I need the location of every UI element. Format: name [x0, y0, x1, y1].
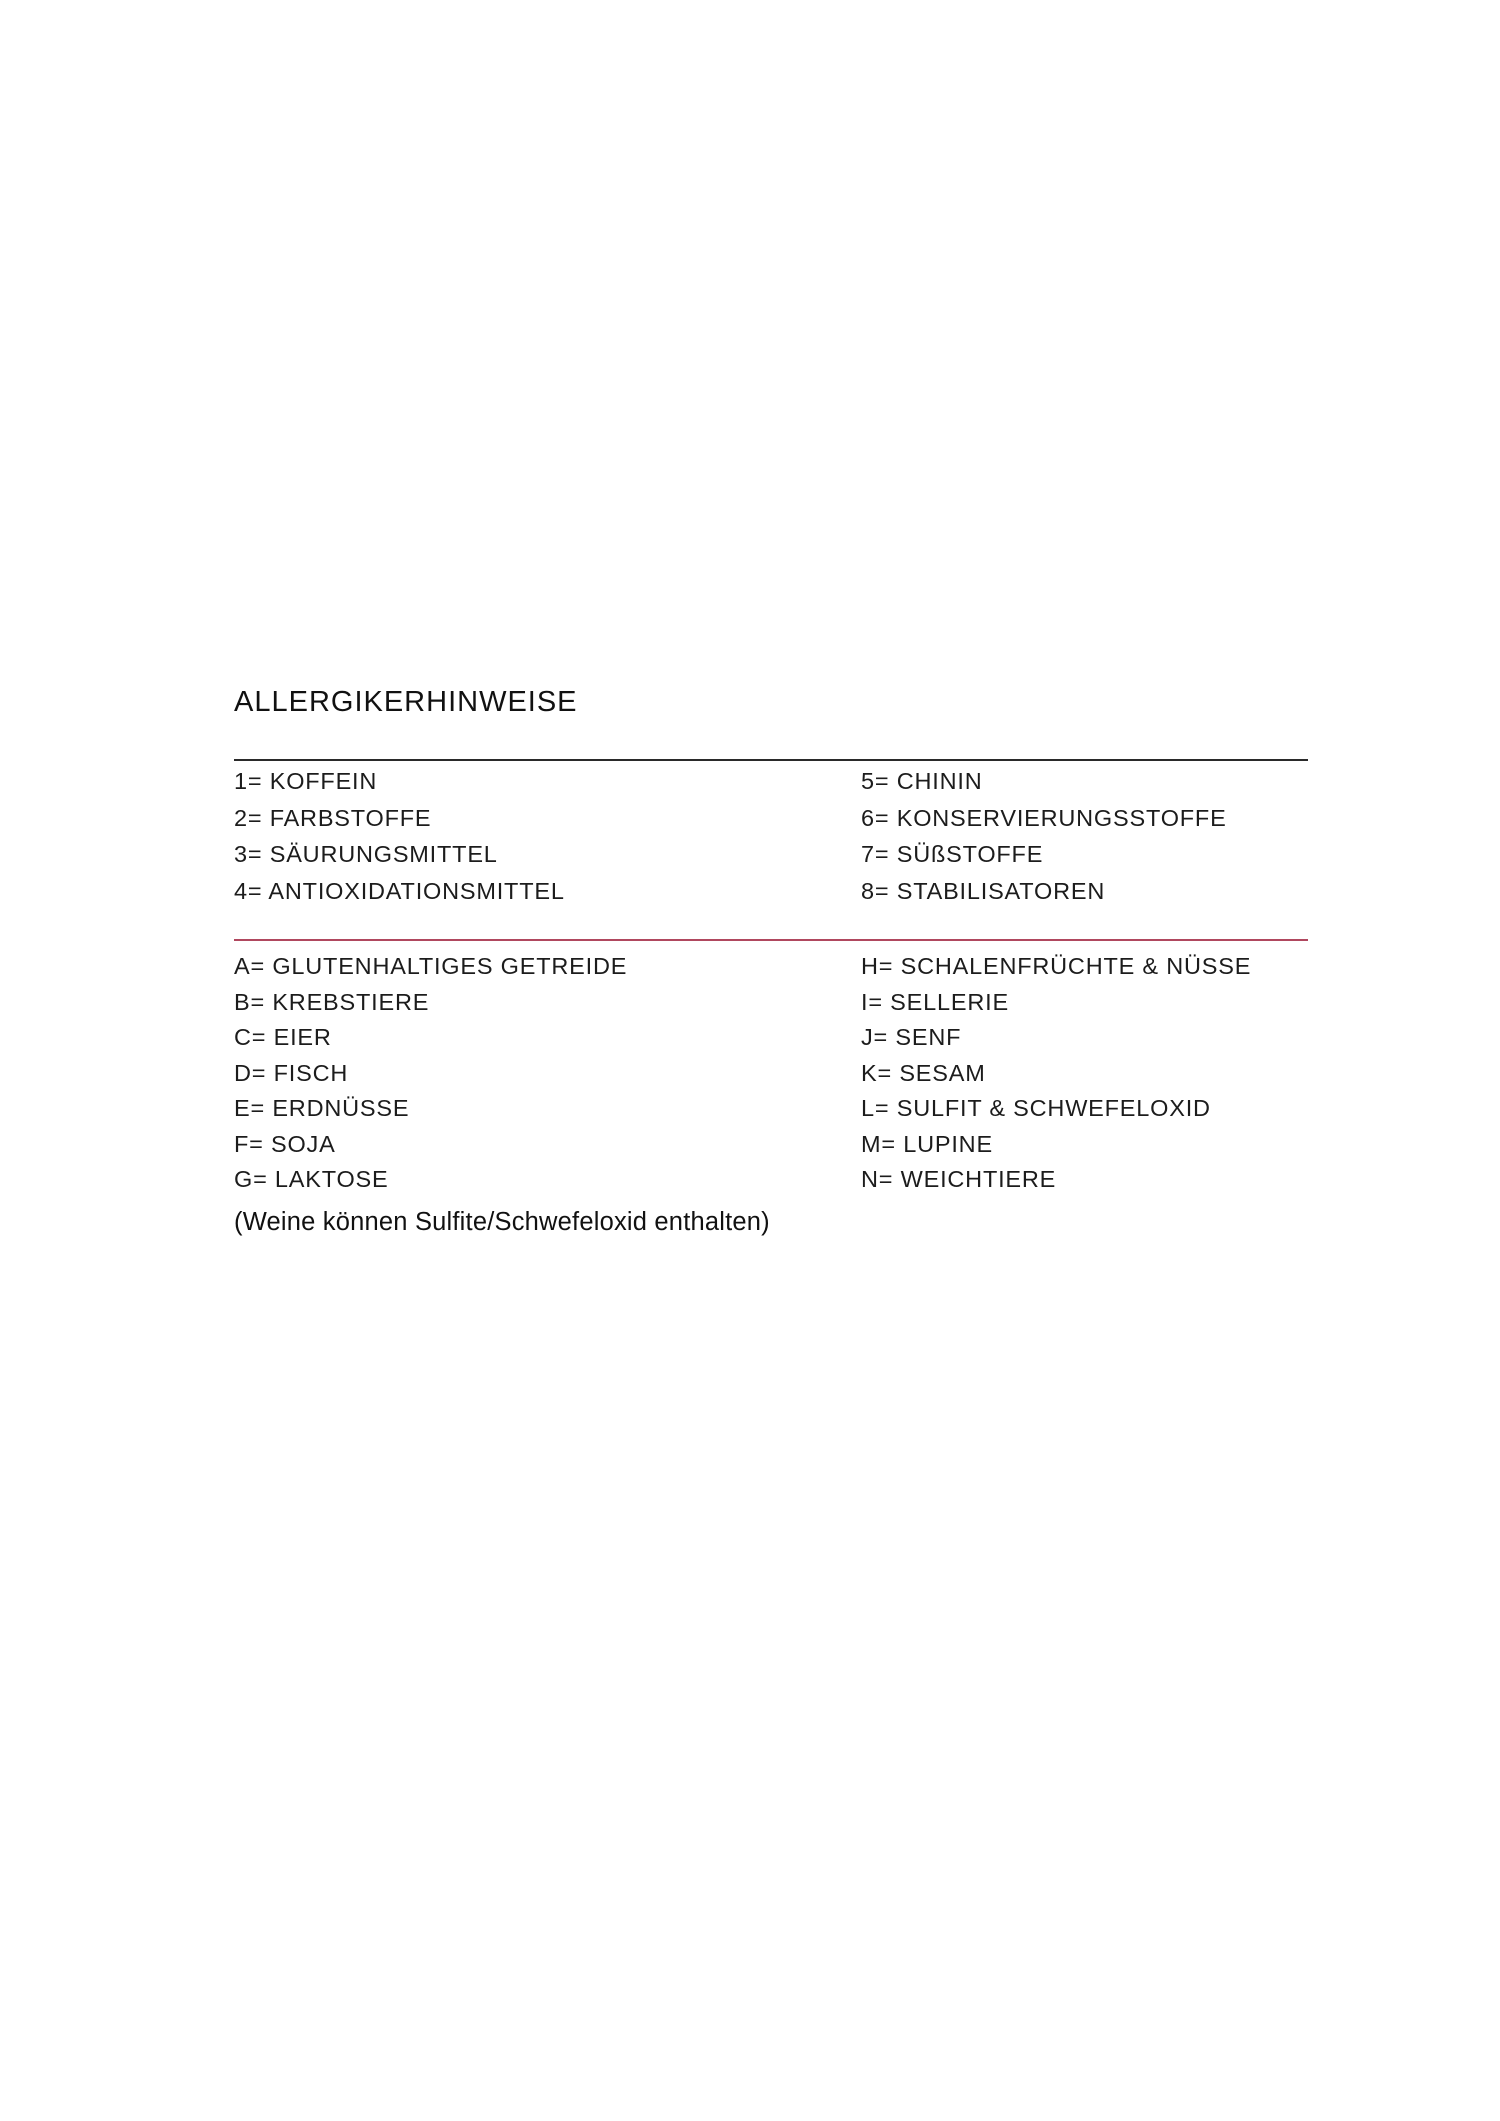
allergen-item: G= LAKTOSE — [234, 1166, 389, 1192]
allergen-item: I= SELLERIE — [861, 988, 1009, 1015]
allergen-item: B= KREBSTIERE — [234, 988, 430, 1015]
additives-list-left — [234, 763, 565, 909]
page-title: ALLERGIKERHINWEISE — [234, 686, 578, 718]
top-divider — [234, 759, 1308, 761]
allergen-item: L= SULFIT & SCHWEFELOXID — [861, 1095, 1211, 1121]
allergen-item: K= SESAM — [861, 1059, 986, 1086]
additive-item: 2= FARBSTOFFE — [234, 804, 432, 831]
allergen-item: J= SENF — [861, 1024, 962, 1050]
additive-item: 8= STABILISATOREN — [861, 877, 1106, 904]
allergen-item: A= GLUTENHALTIGES GETREIDE — [234, 953, 628, 979]
additive-item: 4= ANTIOXIDATIONSMITTEL — [234, 877, 565, 904]
additive-item: 1= KOFFEIN — [234, 768, 378, 794]
additive-item: 6= KONSERVIERUNGSSTOFFE — [861, 804, 1227, 831]
allergens-list-left — [234, 948, 627, 1197]
additive-item: 3= SÄURUNGSMITTEL — [234, 841, 498, 867]
allergen-item: D= FISCH — [234, 1059, 349, 1086]
allergen-item: N= WEICHTIERE — [861, 1166, 1057, 1192]
allergen-item: M= LUPINE — [861, 1130, 993, 1157]
allergen-item: C= EIER — [234, 1024, 332, 1050]
additives-list-right — [861, 763, 1227, 909]
wine-sulfite-note: (Weine können Sulfite/Schwefeloxid enthalten) — [234, 1208, 770, 1236]
allergen-item: E= ERDNÜSSE — [234, 1095, 410, 1121]
allergen-item: F= SOJA — [234, 1130, 336, 1157]
allergens-list-right — [861, 948, 1251, 1197]
allergen-item: H= SCHALENFRÜCHTE & NÜSSE — [861, 953, 1252, 979]
additive-item: 7= SÜßSTOFFE — [861, 841, 1044, 867]
middle-divider — [234, 939, 1308, 941]
additive-item: 5= CHININ — [861, 768, 983, 794]
